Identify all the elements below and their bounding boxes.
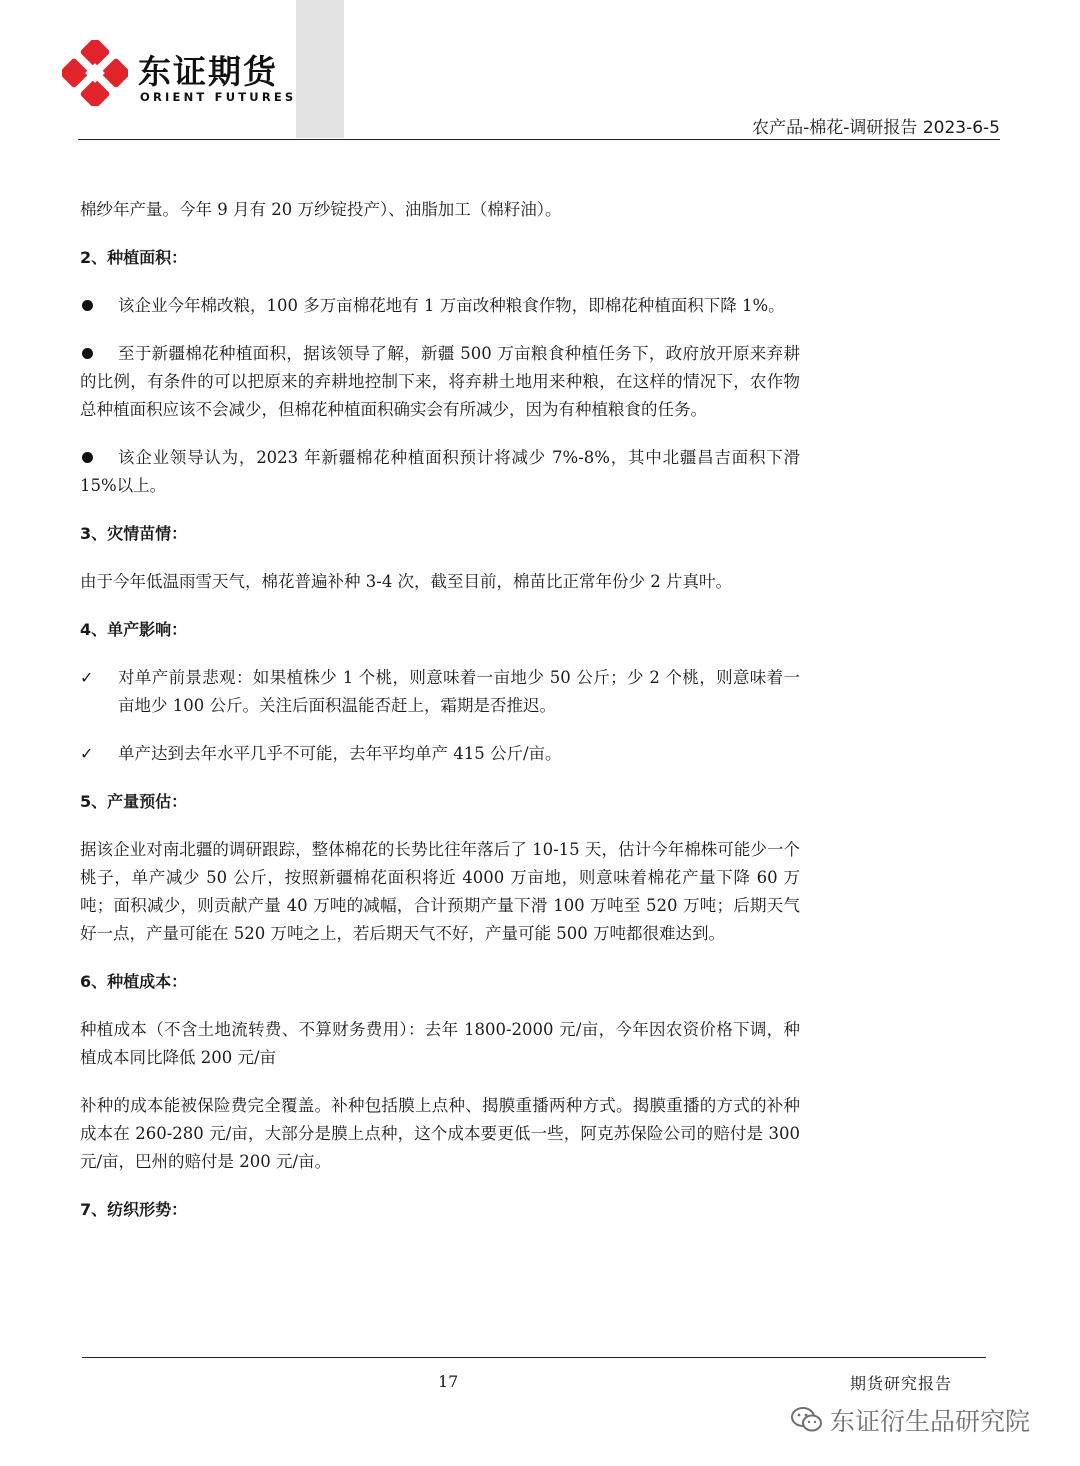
checkmark-icon: ✓ (80, 744, 94, 763)
page-number: 17 (438, 1372, 459, 1391)
check-item (80, 664, 800, 720)
bullet-paragraph (80, 292, 800, 320)
footer-divider (82, 1357, 986, 1358)
header-gray-tab (296, 0, 344, 138)
bullet-dot-icon (82, 348, 93, 359)
report-header-title: 农产品-棉花-调研报告 2023-6-5 (752, 118, 1000, 138)
check-item-text: 对单产前景悲观：如果植株少 1 个桃，则意味着一亩地少 50 公斤；少 2 个桃，则意味着一亩地少 100 公斤。关注后面积温能否赶上，霜期是否推迟。 (118, 668, 800, 715)
disaster-paragraph: 由于今年低温雨雪天气，棉花普遍补种 3-4 次，截至目前，棉苗比正常年份少 2 片真叶。 (80, 572, 733, 591)
cost-paragraph: 种植成本（不含土地流转费、不算财务费用）：去年 1800-2000 元/亩，今年因农资价格下调，种植成本同比降低 200 元/亩 (80, 1020, 800, 1067)
section-heading-textile: 7、纺织形势： (80, 1200, 188, 1219)
footer-label: 期货研究报告 (850, 1374, 953, 1393)
bullet-dot-icon (82, 300, 93, 311)
header-divider (78, 139, 1000, 140)
bullet-paragraph (80, 444, 800, 500)
orient-futures-logo-icon (62, 40, 128, 106)
watermark-text: 东证衍生品研究院 (830, 1407, 1031, 1436)
logo-english-name: ORIENT FUTURES (140, 90, 297, 104)
logo-chinese-name: 东证期货 (138, 52, 278, 91)
check-item (80, 740, 800, 768)
section-heading-disaster: 3、灾情苗情： (80, 524, 188, 543)
replant-cost-paragraph: 补种的成本能被保险费完全覆盖。补种包括膜上点种、揭膜重播两种方式。揭膜重播的方式的补种成本在 260-280 元/亩，大部分是膜上点种，这个成本要更低一些，阿克苏保险公司的赔付是 300 元/亩，巴州的赔付是 200 元/亩。 (80, 1096, 800, 1171)
bullet-text: 至于新疆棉花种植面积，据该领导了解，新疆 500 万亩粮食种植任务下，政府放开原来弃耕的比例，有条件的可以把原来的弃耕地控制下来，将弃耕土地用来种粮，在这样的情况下，农作物总种植面积应该不会减少，但棉花种植面积确实会有所减少，因为有种植粮食的任务。 (80, 344, 800, 419)
report-body (80, 196, 800, 1244)
bullet-dot-icon (82, 452, 93, 463)
check-item-text: 单产达到去年水平几乎不可能，去年平均单产 415 公斤/亩。 (118, 744, 562, 763)
checkmark-icon: ✓ (80, 668, 94, 687)
bullet-text: 该企业今年棉改粮，100 多万亩棉花地有 1 万亩改种粮食作物，即棉花种植面积下降 1%。 (118, 296, 785, 315)
wechat-watermark (790, 1402, 1030, 1438)
section-heading-planting-area: 2、种植面积： (80, 248, 188, 267)
bullet-text: 该企业领导认为，2023 年新疆棉花种植面积预计将减少 7%-8%，其中北疆昌吉面积下滑 15%以上。 (80, 448, 800, 495)
section-heading-cost: 6、种植成本： (80, 972, 188, 991)
wechat-icon (790, 1405, 824, 1435)
bullet-paragraph (80, 340, 800, 424)
output-paragraph: 据该企业对南北疆的调研跟踪，整体棉花的长势比往年落后了 10-15 天，估计今年棉株可能少一个桃子，单产减少 50 公斤，按照新疆棉花面积将近 4000 万亩地，则意味着棉花产量下降 60 万吨；面积减少，则贡献产量 40 万吨的减幅，合计预期产量下滑 100 万吨至 520 万吨；后期天气好一点，产量可能在 520 万吨之上，若后期天气不好，产量可能 500 万吨都很难达到。 (80, 840, 800, 943)
section-heading-yield: 4、单产影响： (80, 620, 188, 639)
intro-paragraph: 棉纱年产量。今年 9 月有 20 万纱锭投产）、油脂加工（棉籽油）。 (80, 200, 562, 219)
company-logo (62, 40, 297, 110)
section-heading-output: 5、产量预估： (80, 792, 188, 811)
